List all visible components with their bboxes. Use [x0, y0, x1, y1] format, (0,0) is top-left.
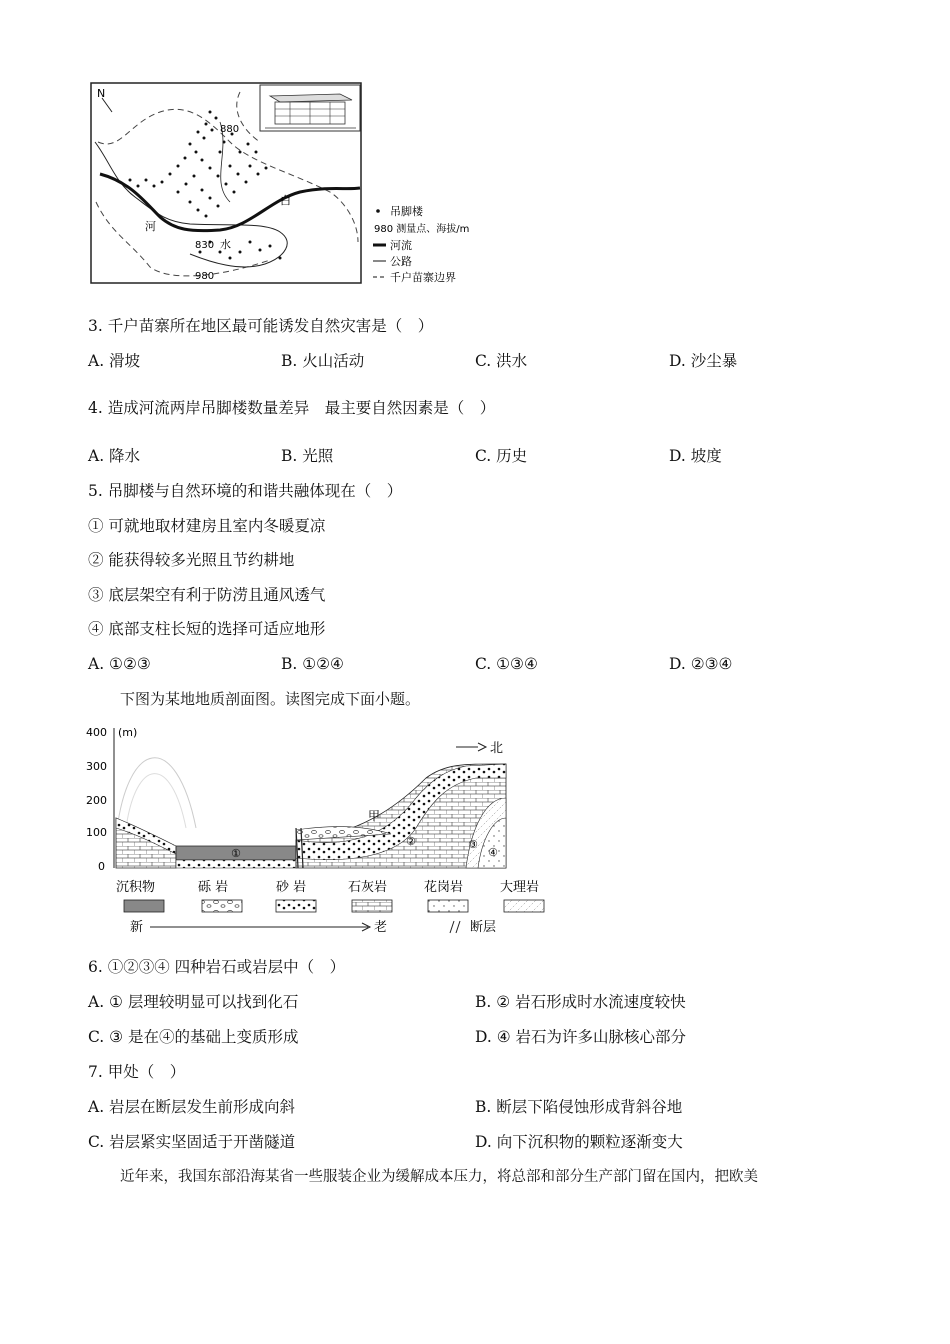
q5-item-3: ③ 底层架空有利于防涝且通风透气: [88, 586, 326, 604]
question-3-stem: 3. 千户苗寨所在地区最可能诱发自然灾害是（ ）: [88, 317, 434, 335]
q4-option-a[interactable]: A. 降水: [88, 447, 141, 465]
legend-conglomerate: 砾 岩: [198, 880, 229, 895]
y-tick-400: 400: [86, 726, 107, 739]
q4-option-b[interactable]: B. 光照: [281, 447, 334, 465]
q5-option-b[interactable]: B. ①②④: [281, 655, 344, 673]
q5-option-d[interactable]: D. ②③④: [669, 655, 733, 673]
y-tick-100: 100: [86, 826, 107, 839]
q6-option-b[interactable]: B. ② 岩石形成时水流速度较快: [475, 993, 686, 1011]
q4-option-d[interactable]: D. 坡度: [669, 447, 722, 465]
marker-3: ③: [468, 838, 478, 851]
village-map-figure: [90, 82, 500, 286]
map-legend-boundary: 千户苗寨边界: [390, 271, 456, 284]
legend-sandstone: 砂 岩: [276, 880, 307, 895]
q5-option-a[interactable]: A. ①②③: [88, 655, 151, 673]
q3-option-c[interactable]: C. 洪水: [475, 352, 528, 370]
y-tick-200: 200: [86, 794, 107, 807]
legend-sediment: 沉积物: [116, 880, 156, 895]
marker-4: ④: [488, 846, 498, 859]
q3-option-d[interactable]: D. 沙尘暴: [669, 352, 738, 370]
legend-marble: 大理岩: [500, 880, 540, 895]
marker-1: ①: [231, 847, 241, 860]
q5-item-1: ① 可就地取材建房且室内冬暖夏凉: [88, 517, 326, 535]
q6-option-a[interactable]: A. ① 层理较明显可以找到化石: [88, 993, 299, 1011]
elevation-880: 880: [220, 124, 240, 135]
q7-option-d[interactable]: D. 向下沉积物的颗粒逐渐变大: [475, 1133, 683, 1151]
q5-item-2: ② 能获得较多光照且节约耕地: [88, 551, 295, 569]
q6-option-c[interactable]: C. ③ 是在④的基础上变质形成: [88, 1028, 299, 1046]
closing-paragraph: 近年来，我国东部沿海某省一些服装企业为缓解成本压力，将总部和部分生产部门留在国内，把欧美: [120, 1169, 758, 1185]
jia-label: 甲: [368, 809, 381, 823]
rock-legend: [116, 879, 544, 935]
q3-option-b[interactable]: B. 火山活动: [281, 352, 365, 370]
question-4-stem: 4. 造成河流两岸吊脚楼数量差异 最主要自然因素是（ ）: [88, 399, 496, 417]
map-legend-house: 吊脚楼: [390, 205, 423, 218]
map-legend-elevation: 980 测量点、海拔/m: [374, 224, 470, 235]
marker-2: ②: [406, 835, 416, 848]
river-char-shui: 水: [220, 238, 231, 251]
q5-option-c[interactable]: C. ①③④: [475, 655, 538, 673]
map-legend: [373, 204, 469, 284]
y-unit: (m): [118, 726, 138, 739]
river-char-bai: 白: [280, 194, 291, 207]
q4-option-c[interactable]: C. 历史: [475, 447, 528, 465]
legend-limestone: 石灰岩: [348, 880, 388, 895]
geology-intro: 下图为某地地质剖面图。读图完成下面小题。: [120, 690, 421, 708]
q7-option-c[interactable]: C. 岩层紧实坚固适于开凿隧道: [88, 1133, 296, 1151]
age-new: 新: [130, 920, 144, 935]
village-map: [90, 82, 500, 286]
age-old: 老: [374, 920, 388, 935]
question-6-stem: 6. ①②③④ 四种岩石或岩层中（ ）: [88, 958, 346, 976]
north-label: N: [97, 87, 106, 100]
map-legend-road: 公路: [390, 255, 412, 268]
elevation-830: 830: [195, 240, 215, 251]
river-char-he: 河: [145, 220, 156, 233]
stilt-house-inset: [260, 85, 360, 131]
y-tick-0: 0: [98, 860, 105, 873]
geologic-profile: [86, 718, 556, 946]
question-5-stem: 5. 吊脚楼与自然环境的和谐共融体现在（ ）: [88, 482, 403, 500]
y-tick-300: 300: [86, 760, 107, 773]
map-legend-river: 河流: [390, 239, 412, 252]
legend-fault: 断层: [470, 920, 497, 935]
legend-granite: 花岗岩: [424, 880, 464, 895]
q7-option-a[interactable]: A. 岩层在断层发生前形成向斜: [88, 1098, 296, 1116]
question-7-stem: 7. 甲处（ ）: [88, 1063, 186, 1081]
elevation-980: 980: [195, 271, 215, 282]
q5-item-4: ④ 底部支柱长短的选择可适应地形: [88, 620, 326, 638]
q7-option-b[interactable]: B. 断层下陷侵蚀形成背斜谷地: [475, 1098, 683, 1116]
north-arrow-label: 北: [490, 741, 504, 756]
geologic-profile-figure: [86, 718, 556, 946]
q6-option-d[interactable]: D. ④ 岩石为许多山脉核心部分: [475, 1028, 687, 1046]
q3-option-a[interactable]: A. 滑坡: [88, 352, 141, 370]
